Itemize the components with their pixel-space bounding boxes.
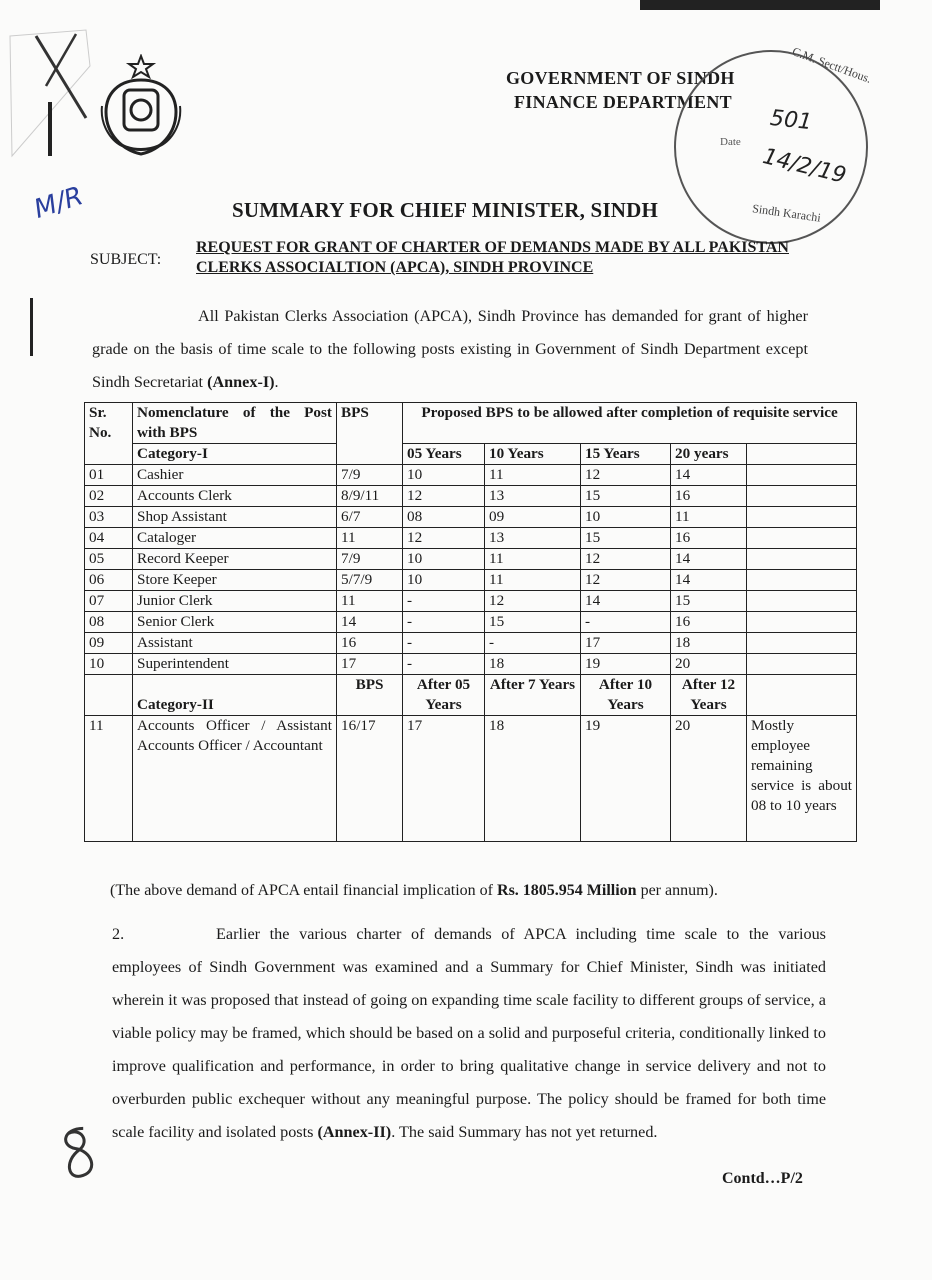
cell-15-years: 15 <box>581 486 671 507</box>
cell-15-years: 12 <box>581 465 671 486</box>
stamp-date-label: Date <box>720 136 741 148</box>
cell-20-years: 16 <box>671 612 747 633</box>
cell-post: Cataloger <box>133 528 337 549</box>
paragraph-2-text: Earlier the various charter of demands of APCA including time scale to the various employees of Sindh Government was examined and a Summary for Chief Minister, Sindh was initiated wherein it was proposed that instead of going on expanding time scale facility to different groups of service, a viable policy may be framed, which should be based on a solid and purposeful criteria, conditionally linked to improve qualification and performance, in order to bring qualitative change in service delivery and not to overburden public exchequer without any meaningful purpose. The policy should be framed for both time scale facility and isolated posts <box>112 925 826 1141</box>
cell-post: Cashier <box>133 465 337 486</box>
cell-05-years: - <box>403 591 485 612</box>
cell-20-years: 16 <box>671 486 747 507</box>
blank-cell <box>747 591 857 612</box>
continued-marker: Contd…P/2 <box>722 1170 803 1187</box>
cell-10-years: 18 <box>485 654 581 675</box>
pen-cross-mark <box>6 26 92 162</box>
cell-20-years: 15 <box>671 591 747 612</box>
col-after-12-years: After 12 Years <box>671 675 747 716</box>
cell-bps: 8/9/11 <box>337 486 403 507</box>
cell-10-years: 13 <box>485 528 581 549</box>
cell-05-years: 12 <box>403 528 485 549</box>
cell-10-years: 15 <box>485 612 581 633</box>
paragraph-2 <box>112 918 826 1149</box>
stamp-receipt-date: 14/2/19 <box>760 144 849 189</box>
header-post: Nomenclature of the Post with BPS <box>133 403 337 444</box>
cell-after-12-years: 20 <box>671 716 747 842</box>
blank-cell <box>747 570 857 591</box>
cell-05-years: - <box>403 633 485 654</box>
cell-sr: 08 <box>85 612 133 633</box>
blank-cell <box>747 465 857 486</box>
col-after-7-years: After 7 Years <box>485 675 581 716</box>
cell-sr: 07 <box>85 591 133 612</box>
stamp-office-text: C.M. Sectt/Hous. <box>790 44 874 86</box>
cell-20-years: 14 <box>671 570 747 591</box>
cell-15-years: 15 <box>581 528 671 549</box>
handwritten-bracket <box>30 298 43 356</box>
table-row <box>85 716 857 842</box>
category-2-label: Category-II <box>133 675 337 716</box>
cell-05-years: 10 <box>403 465 485 486</box>
cell-post: Junior Clerk <box>133 591 337 612</box>
header-sr-no: Sr. No. <box>85 403 133 465</box>
cell-10-years: 11 <box>485 549 581 570</box>
blank-cell <box>85 675 133 716</box>
stamp-receipt-number: 501 <box>768 105 814 136</box>
table-row <box>85 633 857 654</box>
cell-after-05-years: 17 <box>403 716 485 842</box>
cell-sr: 02 <box>85 486 133 507</box>
cell-post: Assistant <box>133 633 337 654</box>
cell-post: Record Keeper <box>133 549 337 570</box>
cell-bps: 17 <box>337 654 403 675</box>
table-row <box>85 507 857 528</box>
col-after-05-years: After 05 Years <box>403 675 485 716</box>
cell-10-years: 12 <box>485 591 581 612</box>
cell-bps: 11 <box>337 591 403 612</box>
col-20-years: 20 years <box>671 444 747 465</box>
financial-note-pre: (The above demand of APCA entail financial implication of <box>110 882 498 899</box>
blank-cell <box>747 675 857 716</box>
cell-post: Shop Assistant <box>133 507 337 528</box>
cell-20-years: 14 <box>671 465 747 486</box>
stamp-city-text: Sindh Karachi <box>751 201 822 225</box>
cell-sr: 10 <box>85 654 133 675</box>
sindh-government-emblem <box>92 54 190 166</box>
cell-remarks: Mostly employee remaining service is about 08 to 10 years <box>747 716 857 842</box>
table-row <box>85 612 857 633</box>
cell-15-years: 17 <box>581 633 671 654</box>
cell-sr: 03 <box>85 507 133 528</box>
header-bps: BPS <box>337 403 403 465</box>
handwritten-number-mark <box>53 1120 104 1183</box>
table-row <box>85 549 857 570</box>
cell-post: Senior Clerk <box>133 612 337 633</box>
cell-10-years: 11 <box>485 570 581 591</box>
cell-sr: 11 <box>85 716 133 842</box>
table-row <box>85 591 857 612</box>
letterhead-department: FINANCE DEPARTMENT <box>514 92 732 112</box>
cell-sr: 05 <box>85 549 133 570</box>
category-2-header-row <box>85 675 857 716</box>
cell-20-years: 16 <box>671 528 747 549</box>
cell-15-years: 14 <box>581 591 671 612</box>
table-header-row <box>85 403 857 444</box>
subject-text: REQUEST FOR GRANT OF CHARTER OF DEMANDS MADE BY ALL PAKISTAN CLERKS ASSOCIALTION (APCA), SINDH PROVINCE <box>196 239 789 276</box>
cell-15-years: 10 <box>581 507 671 528</box>
cell-post: Accounts Officer / Assistant Accounts Officer / Accountant <box>133 716 337 842</box>
cell-bps: 7/9 <box>337 465 403 486</box>
blank-cell <box>747 444 857 465</box>
blank-cell <box>747 633 857 654</box>
paragraph-intro-end: . <box>274 373 279 391</box>
blank-cell <box>747 507 857 528</box>
cell-20-years: 18 <box>671 633 747 654</box>
blank-cell <box>747 654 857 675</box>
cell-after-10-years: 19 <box>581 716 671 842</box>
paragraph-2-number: 2. <box>112 925 125 943</box>
table-row <box>85 465 857 486</box>
table-row <box>85 570 857 591</box>
table-row <box>85 486 857 507</box>
annex-2-reference: (Annex-II) <box>317 1123 392 1141</box>
annex-1-reference: (Annex-I) <box>207 373 275 391</box>
cell-15-years: 12 <box>581 570 671 591</box>
paragraph-intro-text: All Pakistan Clerks Association (APCA), Sindh Province has demanded for grant of higher grade on the basis of time scale to the following posts existing in Government of Sindh Department except Sindh Secretariat <box>92 307 808 391</box>
handwritten-mark: M/R <box>30 181 87 225</box>
cell-05-years: 10 <box>403 549 485 570</box>
cell-sr: 04 <box>85 528 133 549</box>
col-10-years: 10 Years <box>485 444 581 465</box>
cell-sr: 06 <box>85 570 133 591</box>
cell-bps: 11 <box>337 528 403 549</box>
cell-20-years: 20 <box>671 654 747 675</box>
cell-15-years: - <box>581 612 671 633</box>
table-row <box>85 528 857 549</box>
cell-10-years: 09 <box>485 507 581 528</box>
col-after-10-years: After 10 Years <box>581 675 671 716</box>
paragraph-intro <box>92 300 808 399</box>
letterhead-government: GOVERNMENT OF SINDH <box>506 68 735 88</box>
cell-15-years: 12 <box>581 549 671 570</box>
scan-edge <box>640 0 880 10</box>
header-proposed-bps: Proposed BPS to be allowed after completion of requisite service <box>403 403 857 444</box>
cell-bps: 16/17 <box>337 716 403 842</box>
category-1-label: Category-I <box>133 444 337 465</box>
blank-cell <box>747 549 857 570</box>
cell-05-years: - <box>403 612 485 633</box>
cell-sr: 01 <box>85 465 133 486</box>
cell-post: Store Keeper <box>133 570 337 591</box>
blank-cell <box>747 528 857 549</box>
cell-bps: 5/7/9 <box>337 570 403 591</box>
subject-label: SUBJECT: <box>90 251 162 268</box>
financial-note-post: per annum). <box>636 882 718 899</box>
cell-15-years: 19 <box>581 654 671 675</box>
col-15-years: 15 Years <box>581 444 671 465</box>
blank-cell <box>747 612 857 633</box>
cell-20-years: 11 <box>671 507 747 528</box>
category-1-header-row <box>85 444 857 465</box>
cell-05-years: 10 <box>403 570 485 591</box>
cell-05-years: 08 <box>403 507 485 528</box>
cell-05-years: - <box>403 654 485 675</box>
financial-implication-note <box>110 874 830 907</box>
category-2-bps-header: BPS <box>337 675 403 716</box>
blank-cell <box>747 486 857 507</box>
cell-bps: 16 <box>337 633 403 654</box>
cell-10-years: 13 <box>485 486 581 507</box>
cell-post: Accounts Clerk <box>133 486 337 507</box>
cell-after-7-years: 18 <box>485 716 581 842</box>
cell-bps: 7/9 <box>337 549 403 570</box>
cell-10-years: - <box>485 633 581 654</box>
cell-sr: 09 <box>85 633 133 654</box>
cell-10-years: 11 <box>485 465 581 486</box>
document-title: SUMMARY FOR CHIEF MINISTER, SINDH <box>232 198 659 222</box>
cell-bps: 6/7 <box>337 507 403 528</box>
paragraph-2-end: . The said Summary has not yet returned. <box>391 1123 658 1141</box>
demands-table <box>84 402 857 842</box>
cell-bps: 14 <box>337 612 403 633</box>
cell-20-years: 14 <box>671 549 747 570</box>
table-row <box>85 654 857 675</box>
cell-05-years: 12 <box>403 486 485 507</box>
col-05-years: 05 Years <box>403 444 485 465</box>
financial-amount: Rs. 1805.954 Million <box>497 882 637 899</box>
cell-post: Superintendent <box>133 654 337 675</box>
